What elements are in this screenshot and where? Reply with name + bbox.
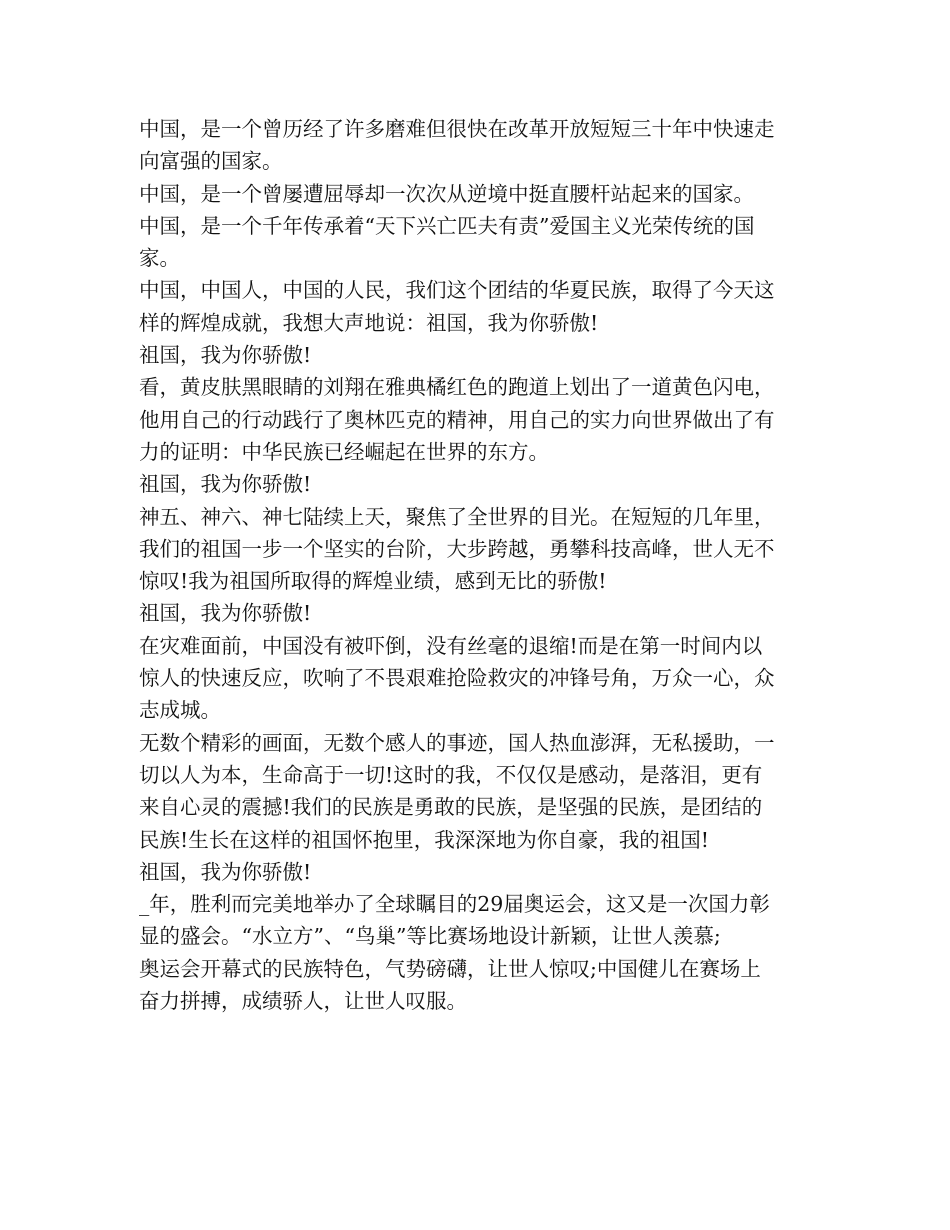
text-line: 家。 [139, 246, 180, 271]
text-line: 在灾难面前，中国没有被吓倒，没有丝毫的退缩!而是在第一时间内以 [139, 633, 763, 658]
text-line: 无数个精彩的画面，无数个感人的事迹，国人热血澎湃，无私援助，一 [139, 730, 775, 755]
text-line: 祖国，我为你骄傲! [139, 859, 312, 884]
text-line: 显的盛会。“水立方”、“鸟巢”等比赛场地设计新颖，让世人羡慕; [139, 924, 721, 949]
paragraph [139, 210, 816, 275]
text-line: 民族!生长在这样的祖国怀抱里，我深深地为你自豪，我的祖国! [139, 827, 709, 852]
paragraph [139, 727, 816, 856]
paragraph [139, 274, 816, 339]
paragraph [139, 856, 816, 888]
text-line: 中国，是一个曾历经了许多磨难但很快在改革开放短短三十年中快速走 [139, 117, 775, 141]
text-line: 样的辉煌成就，我想大声地说：祖国，我为你骄傲! [139, 310, 599, 335]
text-line: 中国，是一个曾屡遭屈辱却一次次从逆境中挺直腰杆站起来的国家。 [139, 181, 754, 206]
text-line: 中国，是一个千年传承着“天下兴亡匹夫有责”爱国主义光荣传统的国 [139, 213, 755, 238]
text-line: 来自心灵的震撼!我们的民族是勇敢的民族，是坚强的民族，是团结的 [139, 795, 763, 820]
text-line: 向富强的国家。 [139, 149, 283, 174]
paragraph [139, 113, 816, 178]
text-line: _年，胜利而完美地举办了全球瞩目的29届奥运会，这又是一次国力彰 [139, 892, 770, 917]
text-line: 神五、神六、神七陆续上天，聚焦了全世界的目光。在短短的几年里， [139, 504, 775, 529]
text-line: 惊叹!我为祖国所取得的辉煌业绩，感到无比的骄傲! [139, 569, 607, 594]
paragraph [139, 630, 816, 727]
paragraph [139, 597, 816, 629]
document-body [139, 113, 816, 1017]
text-line: 力的证明：中华民族已经崛起在世界的东方。 [139, 439, 549, 464]
text-line: 祖国，我为你骄傲! [139, 601, 312, 626]
paragraph [139, 888, 816, 1017]
paragraph [139, 468, 816, 500]
paragraph [139, 339, 816, 371]
paragraph [139, 371, 816, 468]
text-line: 祖国，我为你骄傲! [139, 472, 312, 497]
text-line: 我们的祖国一步一个坚实的台阶，大步跨越，勇攀科技高峰，世人无不 [139, 536, 775, 561]
text-line: 他用自己的行动践行了奥林匹克的精神，用自己的实力向世界做出了有 [139, 407, 775, 432]
paragraph [139, 178, 816, 210]
paragraph [139, 501, 816, 598]
text-line: 切以人为本，生命高于一切!这时的我，不仅仅是感动，是落泪，更有 [139, 762, 763, 787]
text-line: 祖国，我为你骄傲! [139, 343, 312, 368]
text-line: 惊人的快速反应，吹响了不畏艰难抢险救灾的冲锋号角，万众一心，众 [139, 666, 775, 691]
text-line: 志成城。 [139, 698, 221, 723]
text-line: 中国，中国人，中国的人民，我们这个团结的华夏民族，取得了今天这 [139, 278, 775, 303]
text-line: 奋力拼搏，成绩骄人，让世人叹服。 [139, 989, 467, 1014]
text-line: 看，黄皮肤黑眼睛的刘翔在雅典橘红色的跑道上划出了一道黄色闪电， [139, 375, 775, 400]
text-line: 奥运会开幕式的民族特色，气势磅礴，让世人惊叹;中国健儿在赛场上 [139, 956, 761, 981]
